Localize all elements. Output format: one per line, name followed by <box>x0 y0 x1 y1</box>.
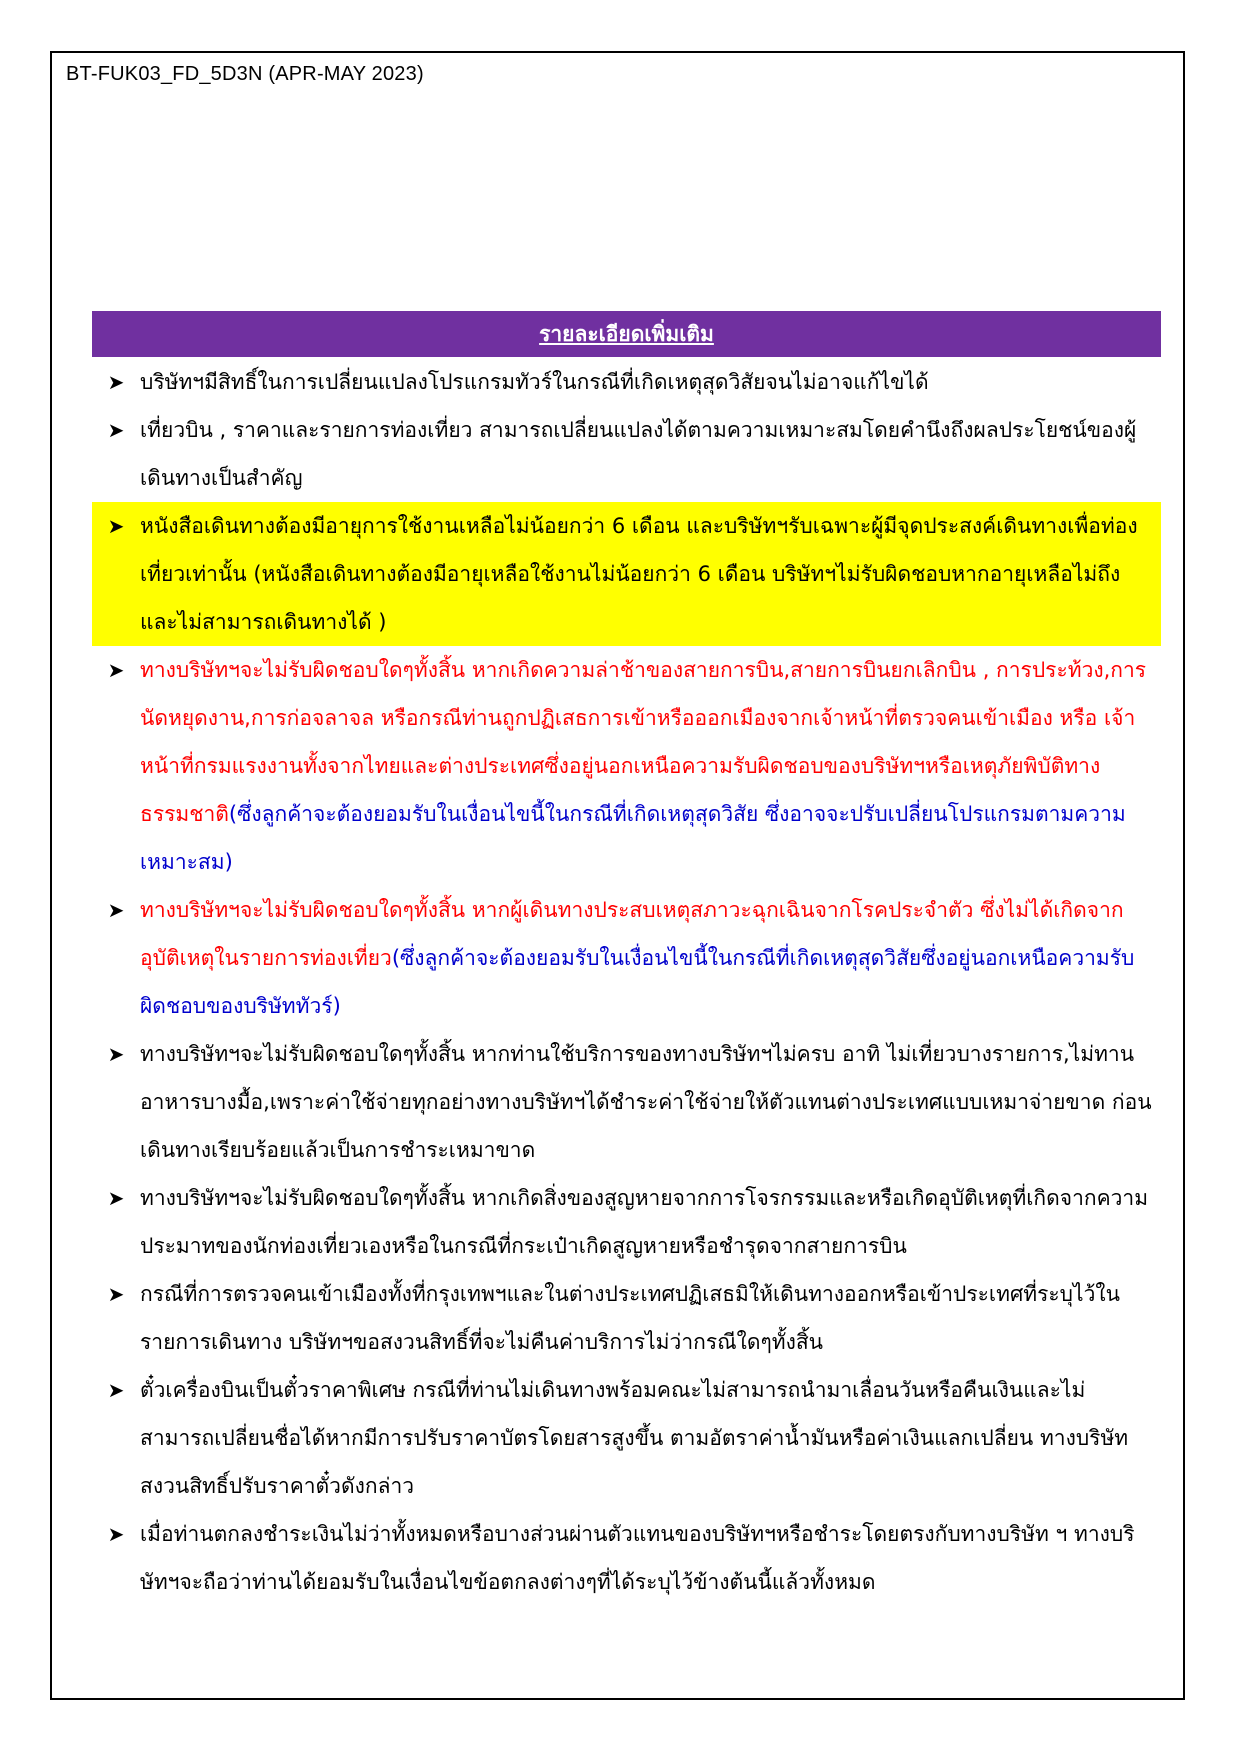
item-text-red: ทางบริษัทฯจะไม่รับผิดชอบใดๆทั้งสิ้น หากเกิดความล่าช้าของสายการบิน,สายการบินยกเลิกบิน , การประท้วง,การนัดหยุดงาน,การก่อจลาจล หรือกรณีท่านถูกปฏิเสธการเข้าหรือออกเมืองจากเจ้าหน้าที่ตรวจคนเข้าเมือง หรือ เจ้าหน้าที่กรมแรงงานทั้งจากไทยและต่างประเทศซึ่งอยู่นอกเหนือความรับผิดชอบของบริษัทฯหรือเหตุภัยพิบัติทางธรรมชาติ <box>140 658 1147 826</box>
list-item <box>92 406 1161 502</box>
arrowhead-bullet-icon: ➤ <box>107 1522 125 1546</box>
item-text-blue: (ซึ่งลูกค้าจะต้องยอมรับในเงื่อนไขนี้ในกรณีที่เกิดเหตุสุดวิสัย ซึ่งอาจจะปรับเปลี่ยนโปรแกรมตามความเหมาะสม) <box>140 802 1126 874</box>
item-text: ตั๋วเครื่องบินเป็นตั๋วราคาพิเศษ กรณีที่ท่านไม่เดินทางพร้อมคณะไม่สามารถนำมาเลื่อนวันหรือคืนเงินและไม่สามารถเปลี่ยนชื่อได้หากมีการปรับราคาบัตรโดยสารสูงขึ้น ตามอัตราค่าน้ำมันหรือค่าเงินแลกเปลี่ยน ทางบริษัท สงวนสิทธิ์ปรับราคาตั๋วดังกล่าว <box>140 1378 1129 1498</box>
item-text: บริษัทฯมีสิทธิ์ในการเปลี่ยนแปลงโปรแกรมทัวร์ในกรณีที่เกิดเหตุสุดวิสัยจนไม่อาจแก้ไขได้ <box>140 370 929 394</box>
list-item <box>92 886 1161 1030</box>
list-item <box>92 1030 1161 1174</box>
item-text <box>140 886 1161 1030</box>
list-item <box>92 646 1161 886</box>
list-item <box>92 1366 1161 1510</box>
arrowhead-bullet-icon: ➤ <box>107 1186 125 1210</box>
list-item <box>92 1270 1161 1366</box>
item-text: ทางบริษัทฯจะไม่รับผิดชอบใดๆทั้งสิ้น หากเกิดสิ่งของสูญหายจากการโจรกรรมและหรือเกิดอุบัติเหตุที่เกิดจากความประมาทของนักท่องเที่ยวเองหรือในกรณีที่กระเป๋าเกิดสูญหายหรือชำรุดจากสายการบิน <box>140 1186 1149 1258</box>
arrowhead-bullet-icon: ➤ <box>107 1282 125 1306</box>
terms-list <box>92 358 1161 1606</box>
item-text-blue: (ซึ่งลูกค้าจะต้องยอมรับในเงื่อนไขนี้ในกรณีที่เกิดเหตุสุดวิสัยซึ่งอยู่นอกเหนือความรับผิดชอบของบริษัททัวร์) <box>140 946 1135 1018</box>
section-header-bar <box>92 311 1161 357</box>
arrowhead-bullet-icon: ➤ <box>107 514 125 538</box>
arrowhead-bullet-icon: ➤ <box>107 370 125 394</box>
arrowhead-bullet-icon: ➤ <box>107 418 125 442</box>
list-item-highlighted <box>92 502 1161 646</box>
arrowhead-bullet-icon: ➤ <box>107 1042 125 1066</box>
item-text: เที่ยวบิน , ราคาและรายการท่องเที่ยว สามารถเปลี่ยนแปลงได้ตามความเหมาะสมโดยคำนึงถึงผลประโยชน์ของผู้เดินทางเป็นสำคัญ <box>140 418 1137 490</box>
document-code: BT-FUK03_FD_5D3N (APR-MAY 2023) <box>66 63 424 85</box>
item-text: หนังสือเดินทางต้องมีอายุการใช้งานเหลือไม่น้อยกว่า 6 เดือน และบริษัทฯรับเฉพาะผู้มีจุดประสงค์เดินทางเพื่อท่องเที่ยวเท่านั้น (หนังสือเดินทางต้องมีอายุเหลือใช้งานไม่น้อยกว่า 6 เดือน บริษัทฯไม่รับผิดชอบหากอายุเหลือไม่ถึงและไม่สามารถเดินทางได้ ) <box>140 514 1138 634</box>
item-text-red: ทางบริษัทฯจะไม่รับผิดชอบใดๆทั้งสิ้น หากผู้เดินทางประสบเหตุสภาวะฉุกเฉินจากโรคประจำตัว ซึ่งไม่ได้เกิดจากอุบัติเหตุในรายการท่องเที่ยว <box>140 898 1124 970</box>
item-text <box>140 646 1161 886</box>
item-text: กรณีที่การตรวจคนเข้าเมืองทั้งที่กรุงเทพฯและในต่างประเทศปฏิเสธมิให้เดินทางออกหรือเข้าประเทศที่ระบุไว้ในรายการเดินทาง บริษัทฯขอสงวนสิทธิ์ที่จะไม่คืนค่าบริการไม่ว่ากรณีใดๆทั้งสิ้น <box>140 1282 1120 1354</box>
arrowhead-bullet-icon: ➤ <box>107 898 125 922</box>
arrowhead-bullet-icon: ➤ <box>107 1378 125 1402</box>
list-item <box>92 1174 1161 1270</box>
arrowhead-bullet-icon: ➤ <box>107 658 125 682</box>
item-text: เมื่อท่านตกลงชำระเงินไม่ว่าทั้งหมดหรือบางส่วนผ่านตัวแทนของบริษัทฯหรือชำระโดยตรงกับทางบริษัท ฯ ทางบริษัทฯจะถือว่าท่านได้ยอมรับในเงื่อนไขข้อตกลงต่างๆที่ได้ระบุไว้ข้างต้นนี้แล้วทั้งหมด <box>140 1522 1135 1594</box>
list-item <box>92 358 1161 406</box>
section-title: รายละเอียดเพิ่มเติม <box>539 321 714 346</box>
item-text: ทางบริษัทฯจะไม่รับผิดชอบใดๆทั้งสิ้น หากท่านใช้บริการของทางบริษัทฯไม่ครบ อาทิ ไม่เที่ยวบางรายการ,ไม่ทานอาหารบางมื้อ,เพราะค่าใช้จ่ายทุกอย่างทางบริษัทฯได้ชำระค่าใช้จ่ายให้ตัวแทนต่างประเทศแบบเหมาจ่ายขาด ก่อนเดินทางเรียบร้อยแล้วเป็นการชำระเหมาขาด <box>140 1042 1152 1162</box>
list-item <box>92 1510 1161 1606</box>
